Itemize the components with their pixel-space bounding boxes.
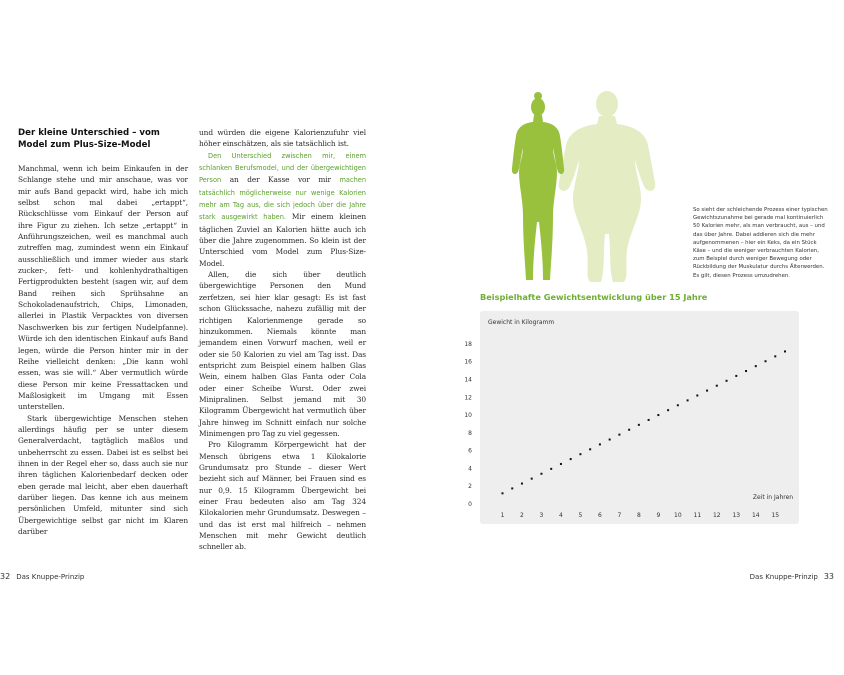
data-point — [648, 419, 650, 421]
x-axis-label: Zeit in Jahren — [752, 494, 794, 501]
highlighted-text: Den Unterschied zwischen mir, einem schlanken Berufsmodel, und der übergewichtigen Person — [199, 151, 366, 185]
x-tick-label: 2 — [520, 512, 524, 519]
body-paragraph: und würden die eigene Kalorienzufuhr viel höher einschätzen, als sie tatsächlich ist. — [199, 128, 366, 149]
weight-chart — [458, 306, 802, 536]
x-tick-label: 1 — [500, 512, 505, 519]
x-tick-label: 8 — [636, 512, 641, 519]
data-point — [531, 478, 533, 480]
data-point — [638, 424, 640, 426]
page-number: 33 — [823, 572, 834, 581]
y-tick-label: 0 — [468, 501, 472, 508]
plus-size-figure — [559, 91, 656, 282]
y-tick-label: 12 — [464, 394, 472, 402]
x-tick-label: 7 — [617, 512, 622, 519]
y-axis-ticks — [464, 341, 472, 508]
y-tick-label: 10 — [464, 412, 472, 420]
data-point — [696, 394, 698, 396]
data-point — [540, 473, 542, 475]
chart-title: Beispielhafte Gewichtsentwicklung über 15 Jahre — [480, 292, 708, 302]
x-tick-label: 10 — [674, 512, 682, 519]
x-tick-label: 4 — [559, 512, 563, 519]
y-tick-label: 4 — [468, 465, 472, 473]
data-point — [755, 365, 757, 367]
body-paragraph: Pro Kilogramm Körpergewicht hat der Mensch übrigens etwa 1 Kilokalorie Grundumsatz pro Stunde – dieser Wert bezieht sich auf Männer, bei Frauen sind es nur 0,9. 15 Kilogramm Übergewicht bei einer Frau bedeuten also am Tag 324 Kilokalorien mehr Grundumsatz. Deswegen – und das ist erst mal hilfreich – nehmen Menschen mit mehr Gewicht deutlich schneller ab. — [199, 440, 366, 552]
body-text: an der Kasse vor mir — [229, 175, 331, 185]
data-point — [745, 370, 747, 372]
data-point — [716, 385, 718, 387]
chart-background — [480, 311, 799, 524]
x-tick-label: 14 — [751, 512, 760, 519]
data-point — [784, 350, 786, 352]
data-point — [501, 492, 503, 494]
data-point — [657, 414, 659, 416]
footer-title: Das Knuppe-Prinzip — [16, 573, 85, 581]
slim-model-figure — [512, 92, 564, 280]
body-paragraph: Manchmal, wenn ich beim Einkaufen in der Schlange stehe und mir anschaue, was vor mir aufs Band gepackt wird, habe ich mich selbst schon mal dabei „ertappt“, Rückschlüsse vom Einkauf der Person auf ihre Figur zu ziehen. Ich setze „ertappt“ in Anführungszeichen, weil es manchmal auch zutreffen mag, zumindest wenn ein Einkauf ausschließlich und immer wieder aus stark zucker-, fett- und kohlenhydrathaltigen Fertigprodukten besteht (sagen wir, auf dem Band reihen sich Sprühsahne an Schokoladenaufstrich, Chips, Limonaden, allerlei in Plastik Verpacktes von diversen Naschwerken bis zur fertigen Nudelpfanne). Würde ich den identischen Einkauf aufs Band legen, würde die Person hinter mir in der Reihe vielleicht denken: „Die kann wohl essen, was sie will.“ Aber vermutlich würde diese Person mir keine Fressattacken und Maßlosigkeit im Umgang mit Essen unterstellen. — [18, 164, 188, 412]
y-tick-label: 18 — [464, 340, 472, 348]
x-axis-ticks — [501, 512, 780, 519]
highlight-paragraph — [199, 150, 366, 269]
left-text-column — [18, 163, 188, 537]
data-point — [599, 443, 601, 445]
x-tick-label: 13 — [732, 512, 741, 519]
data-point — [687, 399, 689, 401]
footer-left — [0, 572, 84, 581]
footer-title: Das Knuppe-Prinzip — [749, 573, 818, 581]
section-heading: Der kleine Unterschied – vom Model zum Plus-Size-Model — [18, 128, 160, 150]
y-axis-label: Gewicht in Kilogramm — [488, 319, 555, 326]
x-tick-label: 15 — [771, 512, 780, 519]
data-point — [628, 429, 630, 431]
body-text: Mir einem kleinen täglichen Zuviel an Kalorien hätte auch ich über die Jahre zugenommen. So klein ist der Unterschied vom Model zum Plus-Size-Model. — [199, 212, 366, 268]
x-tick-label: 11 — [693, 512, 702, 519]
data-point — [609, 439, 611, 441]
data-point — [550, 468, 552, 470]
y-tick-label: 14 — [464, 376, 472, 384]
body-paragraph: Allen, die sich über deutlich übergewichtige Personen den Mund zerfetzen, sei hier klar gesagt: Es ist fast schon Glückssache, nahezu zufällig mit der richtigen Kalorienmenge gerade so hinzukommen. Niemals könnte man jemandem einen Vorwurf machen, weil er oder sie 50 Kalorien zu viel am Tag isst. Das entspricht zum Beispiel einem halben Glas Wein, einem halben Glas Fanta oder Cola oder einer Scheibe Wurst. Oder zwei Minipralinen. Selbst jemand mit 30 Kilogramm Übergewicht hat vermutlich über Jahre hinweg im Schnitt einfach nur solche Minimengen pro Tag zu viel gegessen. — [199, 270, 366, 438]
data-point — [726, 380, 728, 382]
y-tick-label: 2 — [468, 483, 472, 491]
y-tick-label: 6 — [468, 447, 472, 455]
y-tick-label: 16 — [464, 358, 472, 366]
data-point — [560, 463, 562, 465]
footer-right — [750, 572, 834, 581]
x-tick-label: 3 — [539, 512, 544, 519]
data-point — [521, 483, 523, 485]
chart-caption: So sieht der schleichende Prozess einer typischen Gewichtszunahme bei gerade mal kontinuierlich 50 Kalorien mehr, als man verbraucht, aus – und das über Jahre. Dabei addieren sich die mehr aufgenommenen – hier ein Keks, da ein Stück Käse – und die weniger verbrauchten Kalorien, zum Beispiel durch weniger Bewegung oder Rückbildung der Muskulatur durchs Älterwerden. Es gilt, diesen Prozess umzudrehen. — [693, 207, 828, 279]
data-point — [667, 409, 669, 411]
data-point — [765, 360, 767, 362]
data-point — [618, 434, 620, 436]
data-point — [706, 390, 708, 392]
data-point — [579, 453, 581, 455]
data-point — [774, 355, 776, 357]
y-tick-label: 8 — [468, 429, 472, 437]
data-point — [735, 375, 737, 377]
data-point — [589, 448, 591, 450]
data-point — [511, 487, 513, 489]
highlighted-text: machen tatsächlich möglicherweise nur wenige Kalorien mehr am Tag aus, die sich jedoch über die Jahre stark ausgewirkt haben. — [199, 176, 367, 222]
data-point — [677, 404, 679, 406]
page-number: 32 — [0, 572, 11, 581]
x-tick-label: 9 — [656, 512, 661, 519]
middle-text-column — [199, 127, 366, 553]
data-point — [570, 458, 572, 460]
body-paragraph: Stark übergewichtige Menschen stehen allerdings häufig per se unter diesem Generalverdacht, tagtäglich maßlos und unbeherrscht zu essen. Dabei ist es selbst bei ihnen in der Regel eher so, dass auch sie nur ihren täglichen Kalorienbedarf decken oder eben gerade mal leicht, aber eben dauerhaft darüber liegen. Das kenne ich aus meinem persönlichen Umfeld, mitunter sind sich Übergewichtige selbst gar nicht im Klaren darüber — [18, 413, 188, 536]
x-tick-label: 12 — [712, 512, 721, 519]
x-tick-label: 5 — [578, 512, 583, 519]
silhouette-illustration — [495, 90, 685, 290]
x-tick-label: 6 — [597, 512, 602, 519]
